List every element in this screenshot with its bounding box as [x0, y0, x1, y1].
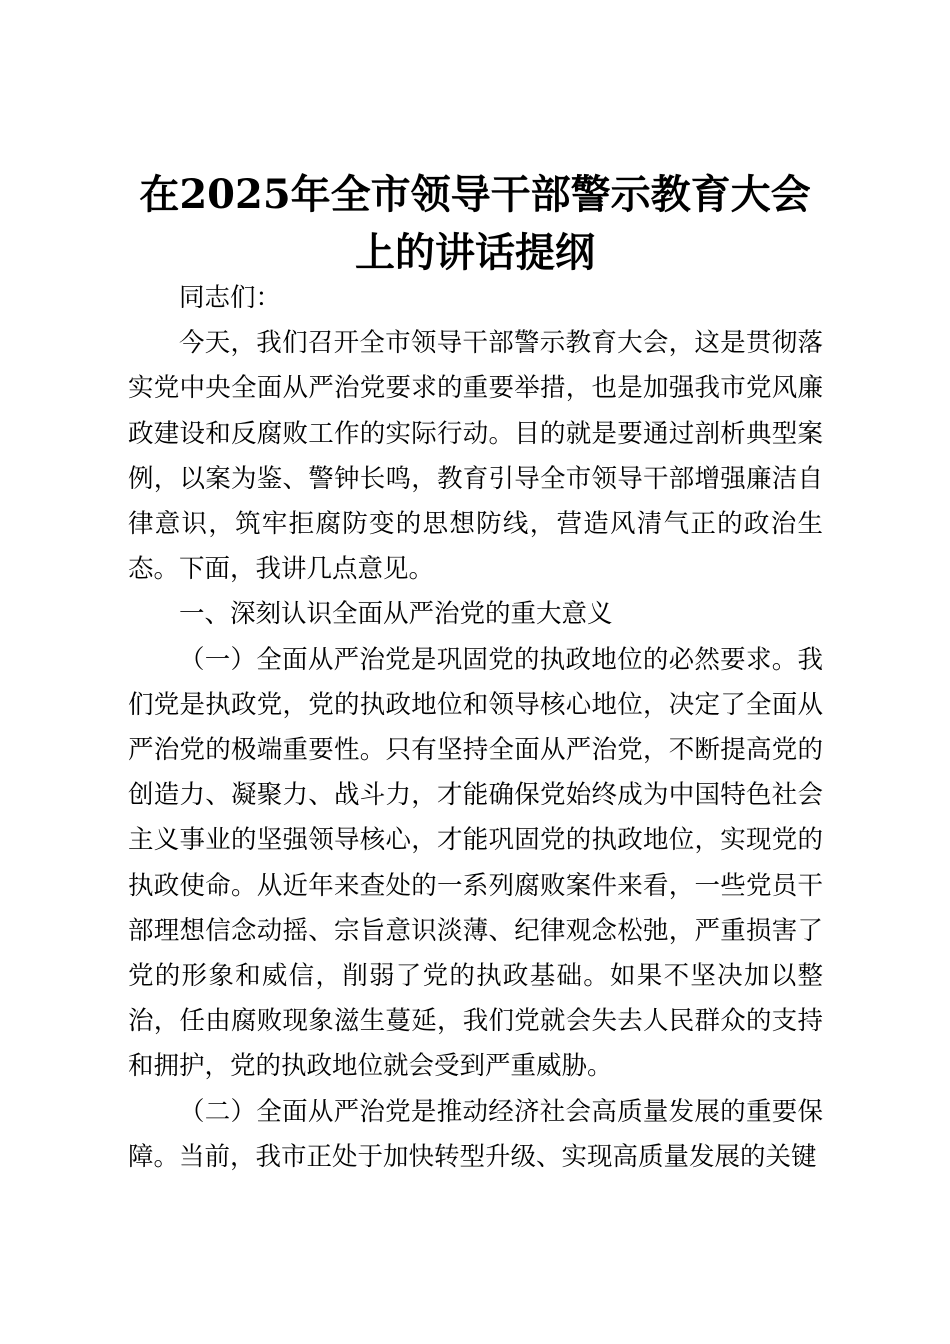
- intro-paragraph: 今天，我们召开全市领导干部警示教育大会，这是贯彻落实党中央全面从严治党要求的重要举措，也是加强我市党风廉政建设和反腐败工作的实际行动。目的就是要通过剖析典型案例，以案为鉴、警钟长鸣，教育引导全市领导干部增强廉洁自律意识，筑牢拒腐防变的思想防线，营造风清气正的政治生态。下面，我讲几点意见。: [128, 328, 823, 585]
- document-body: [128, 276, 823, 1180]
- subsection-paragraph-1: （一）全面从严治党是巩固党的执政地位的必然要求。我们党是执政党，党的执政地位和领导核心地位，决定了全面从严治党的极端重要性。只有坚持全面从严治党，不断提高党的创造力、凝聚力、战斗力，才能确保党始终成为中国特色社会主义事业的坚强领导核心，才能巩固党的执政地位，实现党的执政使命。从近年来查处的一系列腐败案件来看，一些党员干部理想信念动摇、宗旨意识淡薄、纪律观念松弛，严重损害了党的形象和威信，削弱了党的执政基础。如果不坚决加以整治，任由腐败现象滋生蔓延，我们党就会失去人民群众的支持和拥护，党的执政地位就会受到严重威胁。: [128, 644, 823, 1082]
- subsection-paragraph-2: （二）全面从严治党是推动经济社会高质量发展的重要保障。当前，我市正处于加快转型升级、实现高质量发展的关键: [128, 1096, 823, 1172]
- document-title: 在2025年全市领导干部警示教育大会上的讲话提纲: [139, 171, 811, 276]
- section-heading-1: 一、深刻认识全面从严治党的重大意义: [179, 599, 613, 630]
- salutation-paragraph: 同志们：: [179, 283, 282, 313]
